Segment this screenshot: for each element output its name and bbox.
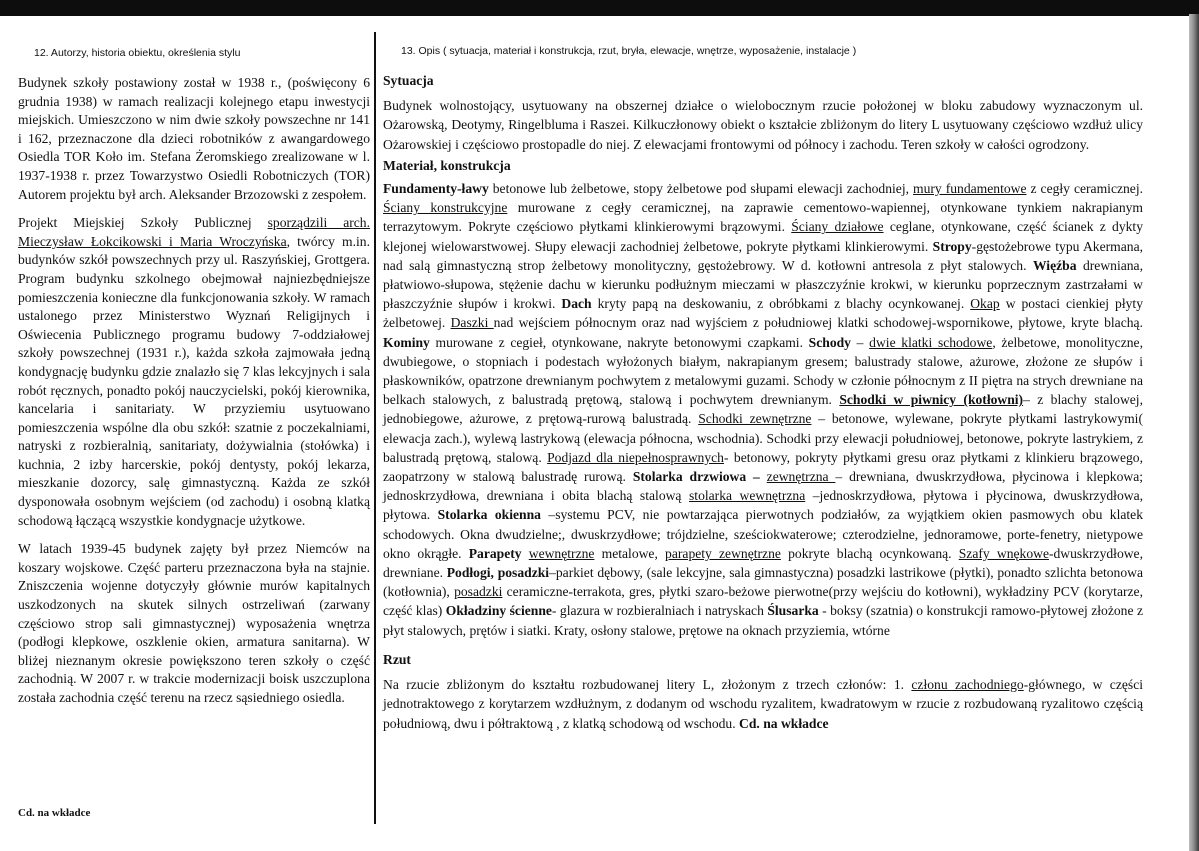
- text-run: -dwuskrzydłowe, drewniane.: [383, 545, 1143, 581]
- text-run: murowane z cegieł, otynkowane, nakryte betonowymi czapkami.: [429, 334, 809, 350]
- text-run: pokryte blachą ocynkowaną.: [780, 545, 959, 561]
- scan-right-edge: [1189, 14, 1199, 851]
- term-run: Schody: [808, 334, 851, 350]
- scan-top-edge: [0, 0, 1199, 16]
- text-run: w postaci cienkiej płyty żelbetowej.: [383, 296, 1143, 331]
- text-run: –: [850, 334, 870, 350]
- term-run: zewnętrzna: [766, 469, 836, 485]
- text-run: -głównego, w części jednotraktowego z korytarzem wzdłużnym, z dodanym od wschodu ryzalitem, kwadratowym w rzucie z rozbudowaną ryzalitowo częścią południową, dwu i półtraktową , z klatką schodową od wschodu.: [383, 677, 1144, 731]
- term-run: posadzki: [454, 584, 503, 600]
- term-run: parapety zewnętrzne: [665, 545, 781, 561]
- term-run: Okładziny ścienne: [445, 603, 552, 619]
- term-run: Dach: [561, 296, 592, 312]
- continuation-note-right: Cd. na wkładce: [739, 715, 829, 731]
- term-run: Schodki zewnętrzne: [698, 411, 812, 427]
- text-run: betonowe lub żelbetowe, stopy żelbetowe pod słupami elewacji zachodniej,: [488, 181, 914, 197]
- section-title-material: Materiał, konstrukcja: [383, 157, 511, 173]
- term-run: wewnętrzne: [528, 545, 595, 561]
- architects-underlined: sporządzili arch. Mieczysław Łokcikowski i Maria Wroczyńska: [18, 215, 370, 249]
- text-run: Projekt Miejskiej Szkoły Publicznej: [18, 215, 268, 231]
- text-run: z cegły ceramicznej.: [1026, 181, 1144, 197]
- continuation-note-left: Cd. na wkładce: [18, 807, 91, 819]
- term-run: Okap: [970, 296, 1000, 312]
- text-run: drewniana, płatwiowo-słupowa, stężenie dachu w kierunku podłużnym mieczami w płaszczyźnie krokwi, w kierunku poprzecznym zastrzałami w płaszczyźnie słupów i krokwi.: [383, 257, 1143, 312]
- text-run: - glazura w rozbieralniach i natryskach: [551, 603, 768, 619]
- text-run: - betonowy, pokryty płytkami gresu oraz płytkami z klinkieru brązowego, zaopatrzony w stalową balustradę rurową.: [383, 449, 1143, 485]
- term-run: Stolarka okienna: [437, 507, 541, 523]
- history-paragraph-3: W latach 1939-45 budynek zajęty był przez Niemców na koszary wojskowe. Część parteru przeznaczona była na stajnie. Zniszczenia wojenne dotyczyły głównie murów kapitalnych uszkodzonych na skutek silnych ostrzeliwań (zarwany częściowo strop sali gimnastycznej) wyposażenia wnętrza (podłogi klepkowe, oszklenie okien, armatura sanitarna). W bliżej nieznanym okresie powiększono teren szkoły o część zachodnią. W 2007 r. w trakcie modernizacji boisk uszczuplona została zachodnia część terenu na rzecz sąsiedniego osiedla.: [18, 541, 370, 705]
- text-run: nad wejściem północnym oraz nad wyjściem z południowej klatki schodowej-wspornikowe, płytowe, kryte blachą.: [493, 315, 1143, 331]
- text-run: ceramiczne-terrakota, gres, płytki szaro-beżowe pierwotne(przy wejściu do kotłowni), wykładziny PCV (korytarze, część klas): [383, 584, 1143, 619]
- term-run: stolarka wewnętrzna: [689, 488, 806, 504]
- text-run: kryty papą na deskowaniu, z obróbkami z blachy ocynkowanej.: [591, 296, 971, 312]
- text-run: metalowe,: [594, 545, 666, 561]
- section-title-sytuacja: Sytuacja: [383, 73, 434, 88]
- term-run: Podłogi, posadzki: [446, 565, 550, 581]
- history-paragraph-1: Budynek szkoły postawiony został w 1938 r., (poświęcony 6 grudnia 1938) w ramach realizacji kolejnego etapu inwestycji miejskich. Umieszczono w nim dwie szkoły powszechne nr 141 i 162, przeznaczone dla dzieci robotników z awangardowego Osiedla TOR Koło im. Stefana Żeromskiego zrealizowane w l. 1937-1938 r. przez Towarzystwo Osiedli Robotniczych (TOR) Autorem projektu był arch. Aleksander Brzozowski z zespołem.: [18, 75, 370, 202]
- term-run: Stropy: [932, 238, 972, 254]
- text-run: [522, 546, 529, 561]
- text-run: – drewniana, dwuskrzydłowa, płycinowa i klepkowa; jednoskrzydłowa, drewniana i obita blachą stalową: [383, 469, 1144, 504]
- term-run: Stolarka drzwiowa –: [632, 469, 767, 485]
- term-run: Ślusarka: [767, 603, 819, 619]
- material-text: [383, 179, 1143, 640]
- term-run: Parapety: [468, 545, 522, 561]
- term-run: Więźba: [1032, 257, 1077, 273]
- term-run: Ściany konstrukcyjne: [383, 200, 508, 216]
- text-run: – betonowe, wylewane, pokryte płytkami lastrykowymi( elewacja zach.), wylewą lastrykową (elewacja północna, wschodnia). Schodki przy elewacji południowej, betonowe, pokryte lastrykiem, z balustradą prętową, stalową.: [383, 411, 1143, 465]
- text-run: , twórcy m.in. budynków szkół powszechnych przy ul. Raszyńskiej, Grottgera. Program budynku szkolnego obejmował najniezbędniejsze pomieszczenia konieczne dla funkcjonowania szkoły. W ramach ustalonego przez Ministerstwo Wyznań Religijnych i Oświecenia Publicznego programu budowy 7-oddziałowej szkoły powszechnej (1931 r.), każda szkoła zajmowała jedną kondygnację budynku gdzie znalazło się 7 klas lekcyjnych i sala robót ręcznych, ponadto pokój nauczycielski, pokój kierownika, kancelaria i sanitariaty. W przyziemiu usytuowano pomieszczenia wspólne dla obu szkół: szatnie z poczekalniami, natryski z rozbieralnią, sanitariaty, dożywialnia (stołówka) i kuchnia, 2 izby harcerskie, pokój dentysty, pokój lekarza, mieszkanie dozorcy, salę gimnastyczną. Każda ze szkół dysponowała osobnym wejściem (od zachodu) i osobną klatką schodową łączącą wszystkie kondygnacje użytkowe.: [18, 233, 371, 528]
- term-run: Ściany działowe: [791, 219, 884, 235]
- text-run: -gęstożebrowe typu Akermana, nad salą gimnastyczną strop żelbetowy monolityczny, gęstożebrowy. W d. kotłowni antresola z płyt stalowych.: [383, 238, 1143, 273]
- text-run-underlined: członu zachodniego: [911, 677, 1024, 693]
- text-run: , żelbetowe, monolityczne, dwubiegowe, o stopniach i podestach wyłożonych białym, nakrapianym gresem; balustrady stalowe, ażurowe, złożone ze słupów i płaskowników, opatrzone drewnianym pochwytem z metalowymi guzami. Schody w członie północnym z II piętra na strych drewniane na belkach stalowych, z balustradą prętową, stalową i pochwytem drewnianym.: [383, 334, 1143, 408]
- right-heading: 13. Opis ( sytuacja, materiał i konstrukcja, rzut, bryła, elewacje, wnętrze, wyposażenie, instalacje ): [401, 45, 857, 57]
- text-run: –jednoskrzydłowa, płytowa i płycinowa, dwuskrzydłowa, płytowa.: [383, 488, 1143, 523]
- text-run: Na rzucie zbliżonym do kształtu rozbudowanej litery L, złożonym z trzech członów: 1.: [383, 677, 912, 693]
- term-run: Kominy: [383, 334, 430, 350]
- term-run: Schodki w piwnicy (kotłowni): [839, 392, 1024, 408]
- term-run: Szafy wnękowe: [958, 545, 1049, 561]
- sytuacja-text: Budynek wolnostojący, usytuowany na obszernej działce o wielobocznym rzucie położonej w bloku zabudowy wyznaczonym ul. Ożarowską, Deotymy, Ringelbluma i Raszei. Kilkuczłonowy obiekt o kształcie zbliżonym do litery L usytuowany częściowo wzdłuż ulicy Ożarowskiej i częściowo prostopadle do niej. Z elewacjami frontowymi od północy i zachodu. Teren szkoły w całości ogrodzony.: [383, 98, 1143, 152]
- term-run: Fundamenty-ławy: [383, 181, 489, 197]
- term-run: mury fundamentowe: [913, 181, 1027, 197]
- term-run: dwie klatki schodowe: [869, 334, 993, 350]
- left-heading: 12. Autorzy, historia obiektu, określenia stylu: [34, 47, 241, 59]
- term-run: Podjazd dla niepełnosprawnych: [547, 449, 724, 465]
- right-column: [383, 71, 1143, 733]
- text-run: – z blachy stalowej, jednobiegowe, ażurowe, z prętową-rurową balustradą.: [383, 392, 1143, 427]
- column-divider: [374, 32, 376, 824]
- text-run: –parkiet dębowy, (sale lekcyjne, sala gimnastyczna) posadzki lastrikowe (płytki), ponadto szlichta betonowa (kotłownia),: [383, 565, 1143, 600]
- text-run: ceglane, otynkowane, część ścianek z dykty klejonej wielowarstwowej. Słupy elewacji zachodniej żelbetowe, pokryte płytkami klinkierowymi.: [383, 219, 1144, 254]
- left-column: [18, 74, 371, 819]
- text-run: murowane z cegły ceramicznej, na zaprawie cementowo-wapiennej, otynkowane tynkiem nakrapianym terrazytowym. Pokryte częściowo płytkami klinkierowymi brązowymi.: [383, 200, 1143, 235]
- text-run: - boksy (szatnia) o konstrukcji ramowo-płytowej złożone z płyt stalowych, prętów i siatki. Kraty, osłony stalowe, prętowe na oknach przyziemia, wtórne: [383, 603, 1143, 638]
- section-title-rzut: Rzut: [383, 651, 411, 667]
- rzut-text: [383, 675, 1143, 733]
- history-paragraph-2: [18, 214, 370, 530]
- text-run: –systemu PCV, nie powtarzająca pierwotnych podziałów, za wyjątkiem okien pasmowych obu klatek schodowych. Okna dwudzielne;, dwuskrzydłowe; trójdzielne, sześciokwaterowe; czterodzielne, jednoramowe, porte-fenetry, nietypowe okno okrągłe.: [383, 507, 1144, 561]
- term-run: Daszki: [450, 315, 494, 331]
